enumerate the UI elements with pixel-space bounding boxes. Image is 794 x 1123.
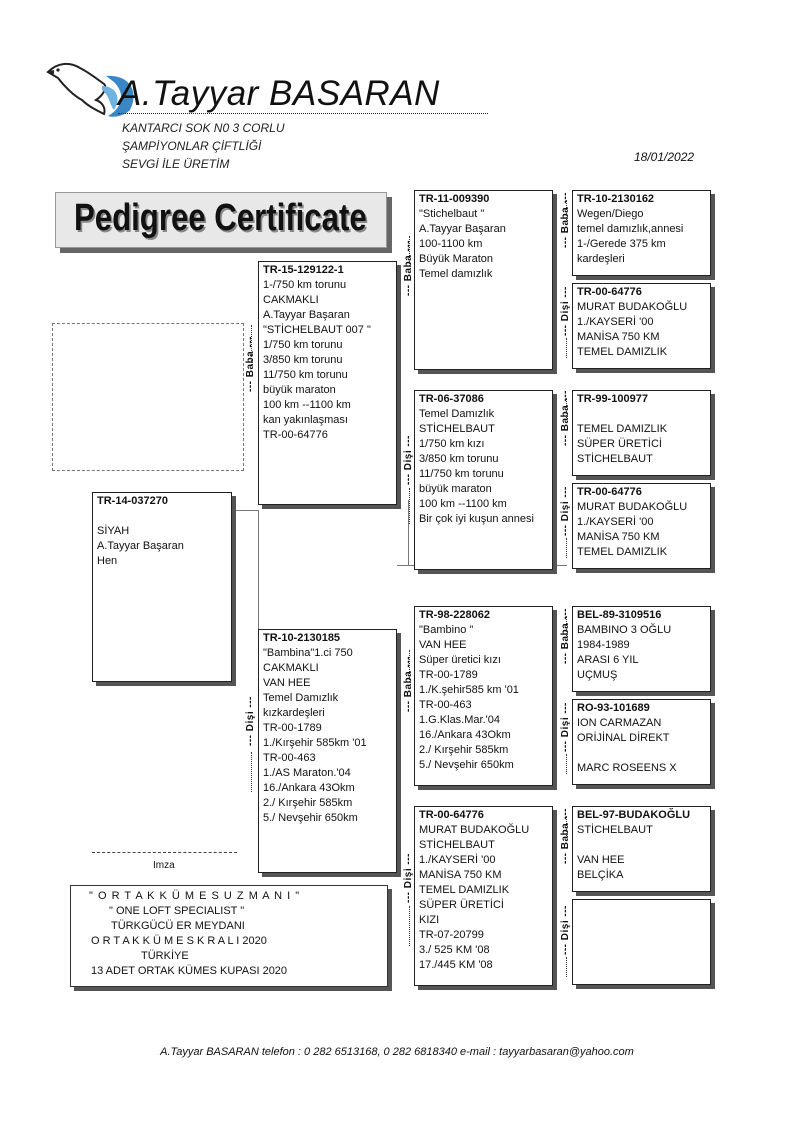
dam-line: 2./ Kırşehir 585km <box>263 797 353 809</box>
ssd-line: MANİSA 750 KM <box>577 331 660 343</box>
dsd-line: ION CARMAZAN <box>577 717 662 729</box>
sdd-line: MURAT BUDAKOĞLU <box>577 501 688 513</box>
dds-line: STİCHELBAUT <box>577 824 653 836</box>
grandsire-ss-card <box>414 190 553 370</box>
sd-line: Temel Damızlık <box>419 408 495 420</box>
ds-ring: TR-98-228062 <box>419 609 490 621</box>
dd-line: 17./445 KM '08 <box>419 959 493 971</box>
sss-line: kardeşleri <box>577 253 625 265</box>
ggp-sdd-card <box>572 483 711 569</box>
dsd-line <box>577 746 706 761</box>
sd-line: büyük maraton <box>419 483 492 495</box>
dds-line <box>577 838 706 853</box>
specialist-box <box>70 885 388 987</box>
breeder-name-title: A.Tayyar BASARAN <box>118 74 440 113</box>
sire-line: A.Tayyar Başaran <box>263 309 350 321</box>
ds-label: --- Baba --- <box>403 656 414 712</box>
sd-line: 1/750 km kızı <box>419 438 485 450</box>
sd-line: 100 km --1100 km <box>419 498 507 510</box>
dss-line: 1984-1989 <box>577 639 630 651</box>
ss-line: 100-1100 km <box>419 238 483 250</box>
banner-title: Pedigree Certificate <box>74 197 367 239</box>
signature-label: Imza <box>153 860 175 871</box>
address-line-1: KANTARCI SOK N0 3 CORLU <box>122 121 285 135</box>
dam-card <box>258 629 397 873</box>
dss-line: BAMBINO 3 OĞLU <box>577 624 672 636</box>
ds-line: Süper üretici kızı <box>419 654 501 666</box>
sss-label: --- Baba --- <box>560 192 571 248</box>
sd-line: 3/850 km torunu <box>419 453 499 465</box>
grandsire-ds-card <box>414 606 553 786</box>
sire-line: 1/750 km torunu <box>263 339 343 351</box>
ggp-dds-card <box>572 806 711 892</box>
sdd-label: --- Dişi --- <box>560 486 571 536</box>
label-dots <box>566 398 567 418</box>
ss-line: A.Tayyar Başaran <box>419 223 506 235</box>
dd-ring: TR-00-64776 <box>419 809 484 821</box>
sire-line: büyük maraton <box>263 384 336 396</box>
ds-line: 1.G.Klas.Mar.'04 <box>419 714 500 726</box>
label-dots <box>566 816 567 836</box>
ggp-ssd-card <box>572 283 711 369</box>
label-dots <box>566 200 567 220</box>
sds-ring: TR-99-100977 <box>577 393 648 405</box>
footer-contact: A.Tayyar BASARAN telefon : 0 282 6513168, 0 282 6818340 e-mail : tayyarbasaran@yahoo.com <box>160 1046 634 1058</box>
sss-line: 1-/Gerede 375 km <box>577 238 666 250</box>
sire-line: 11/750 km torunu <box>263 369 348 381</box>
bird-card <box>92 492 232 682</box>
sdd-line: TEMEL DAMIZLIK <box>577 546 668 558</box>
label-dots <box>566 957 567 977</box>
dds-line: VAN HEE <box>577 854 625 866</box>
ssd-line: TEMEL DAMIZLIK <box>577 346 668 358</box>
specialist-line: " ONE LOFT SPECIALIST " <box>109 905 245 917</box>
connector <box>258 510 259 630</box>
dd-line: TEMEL DAMIZLIK <box>419 884 510 896</box>
bird-line: SİYAH <box>97 525 130 537</box>
sdd-line: MANİSA 750 KM <box>577 531 660 543</box>
signature-line <box>92 852 237 853</box>
sire-line: CAKMAKLI <box>263 294 319 306</box>
dsd-label: --- Dişi --- <box>560 702 571 752</box>
photo-placeholder <box>52 323 244 471</box>
dd-line: KIZI <box>419 914 440 926</box>
dam-ring: TR-10-2130185 <box>263 632 341 644</box>
dam-line: VAN HEE <box>263 677 311 689</box>
dss-ring: BEL-89-3109516 <box>577 609 662 621</box>
dam-line: TR-00-463 <box>263 752 316 764</box>
label-dots <box>409 650 410 680</box>
ssd-label: --- Dişi --- <box>560 286 571 336</box>
label-dots <box>566 338 567 358</box>
ss-line: Temel damızlık <box>419 268 493 280</box>
dam-line: TR-00-1789 <box>263 722 322 734</box>
dam-line: 1./AS Maraton.'04 <box>263 767 351 779</box>
label-dots <box>566 538 567 558</box>
title-underline <box>118 113 488 114</box>
dd-label: --- Dişi --- <box>403 853 414 903</box>
specialist-line: TÜRKGÜCÜ ER MEYDANI <box>111 920 245 932</box>
ds-line: "Bambino " <box>419 624 474 636</box>
dd-line: TR-07-20799 <box>419 929 484 941</box>
dam-line: 5./ Nevşehir 650km <box>263 812 358 824</box>
ds-line: VAN HEE <box>419 639 467 651</box>
sire-card <box>258 261 397 505</box>
ssd-ring: TR-00-64776 <box>577 286 642 298</box>
label-dots <box>251 752 252 792</box>
dds-ring: BEL-97-BUDAKOĞLU <box>577 809 691 821</box>
specialist-line: 13 ADET ORTAK KÜMES KUPASI 2020 <box>91 965 288 977</box>
specialist-line: TÜRKİYE <box>141 950 189 962</box>
ggp-sss-card <box>572 190 711 276</box>
ds-line: TR-00-1789 <box>419 669 478 681</box>
connector <box>232 510 258 511</box>
sds-label: --- Baba --- <box>560 390 571 446</box>
ssd-line: MURAT BUDAKOĞLU <box>577 301 688 313</box>
specialist-line: " O R T A K K Ü M E S U Z M A N I " <box>89 890 301 902</box>
dds-line: BELÇİKA <box>577 869 624 881</box>
label-dots <box>566 616 567 636</box>
ggp-sds-card <box>572 390 711 476</box>
bird-line <box>97 509 227 524</box>
label-dots <box>251 325 252 365</box>
dam-line: kızkardeşleri <box>263 707 325 719</box>
bird-ring: TR-14-037270 <box>97 495 168 507</box>
sdd-ring: TR-00-64776 <box>577 486 642 498</box>
dsd-ring: RO-93-101689 <box>577 702 650 714</box>
dsd-line: ORİJİNAL DİREKT <box>577 732 670 744</box>
dss-label: --- Baba --- <box>560 608 571 664</box>
granddam-dd-card <box>414 806 553 986</box>
dd-line: MURAT BUDAKOĞLU <box>419 824 530 836</box>
ds-line: 1./K.şehir585 km '01 <box>419 684 519 696</box>
specialist-line: O R T A K K Ü M E S K R A L I 2020 <box>91 935 267 947</box>
sss-ring: TR-10-2130162 <box>577 193 655 205</box>
dam-line: 1./Kırşehir 585km '01 <box>263 737 367 749</box>
pedigree-banner <box>55 192 387 248</box>
sss-line: Wegen/Diego <box>577 208 644 220</box>
sds-line: TEMEL DAMIZLIK <box>577 423 668 435</box>
ssd-line: 1./KAYSERİ '00 <box>577 316 654 328</box>
dd-line: 3./ 525 KM '08 <box>419 944 490 956</box>
sire-line: TR-00-64776 <box>263 429 328 441</box>
sd-ring: TR-06-37086 <box>419 393 484 405</box>
ss-label: --- Baba --- <box>403 240 414 296</box>
label-dots <box>409 906 410 946</box>
ds-line: 2./ Kırşehir 585km <box>419 744 509 756</box>
sds-line: SÜPER ÜRETİCİ <box>577 438 662 450</box>
sire-line: 1-/750 km torunu <box>263 279 347 291</box>
sds-line <box>577 407 706 422</box>
sire-line: 3/850 km torunu <box>263 354 343 366</box>
certificate-date: 18/01/2022 <box>634 150 695 164</box>
ss-line: "Stichelbaut " <box>419 208 485 220</box>
ds-line: TR-00-463 <box>419 699 472 711</box>
sd-line: 11/750 km torunu <box>419 468 504 480</box>
dd-line: 1./KAYSERİ '00 <box>419 854 496 866</box>
dss-line: UÇMUŞ <box>577 669 618 681</box>
dd-line: STİCHELBAUT <box>419 839 495 851</box>
dam-line: Temel Damızlık <box>263 692 339 704</box>
ds-line: 16./Ankara 43Okm <box>419 729 511 741</box>
ss-ring: TR-11-009390 <box>419 193 490 205</box>
sdd-line: 1./KAYSERİ '00 <box>577 516 654 528</box>
label-dots <box>409 488 410 524</box>
ss-line: Büyük Maraton <box>419 253 493 265</box>
sire-ring: TR-15-129122-1 <box>263 264 344 276</box>
dam-line: 16./Ankara 43Okm <box>263 782 355 794</box>
label-dots <box>409 236 410 266</box>
ggp-dss-card <box>572 606 711 692</box>
bird-line: A.Tayyar Başaran <box>97 540 184 552</box>
address-line-3: SEVGİ İLE ÜRETİM <box>122 157 230 171</box>
sire-line: 100 km --1100 km <box>263 399 351 411</box>
granddam-sd-card <box>414 390 553 570</box>
dam-line: "Bambina"1.ci 750 <box>263 647 353 659</box>
ggp-dsd-card <box>572 699 711 785</box>
dam-label: --- Dişi --- <box>245 696 256 746</box>
dss-line: ARASI 6 YIL <box>577 654 639 666</box>
sd-label: --- Dişi --- <box>403 435 414 485</box>
sire-line: kan yakınlaşması <box>263 414 348 426</box>
dds-label: --- Baba --- <box>560 808 571 864</box>
sss-line: temel damızlık,annesi <box>577 223 684 235</box>
ddd-label: --- Dişi --- <box>560 905 571 955</box>
sds-line: STİCHELBAUT <box>577 453 653 465</box>
ggp-ddd-card <box>572 899 711 985</box>
bird-line: Hen <box>97 555 118 567</box>
sire-line: "STİCHELBAUT 007 " <box>263 324 371 336</box>
dd-line: SÜPER ÜRETİCİ <box>419 899 504 911</box>
sd-line: Bir çok iyi kuşun annesi <box>419 513 534 525</box>
sire-label: --- Baba --- <box>245 336 256 392</box>
label-dots <box>566 754 567 774</box>
ds-line: 5./ Nevşehir 650km <box>419 759 514 771</box>
dam-line: CAKMAKLI <box>263 662 319 674</box>
dsd-line: MARC ROSEENS X <box>577 762 677 774</box>
address-line-2: ŞAMPİYONLAR ÇİFTLİĞİ <box>122 139 262 153</box>
sd-line: STİCHELBAUT <box>419 423 495 435</box>
dd-line: MANİSA 750 KM <box>419 869 502 881</box>
